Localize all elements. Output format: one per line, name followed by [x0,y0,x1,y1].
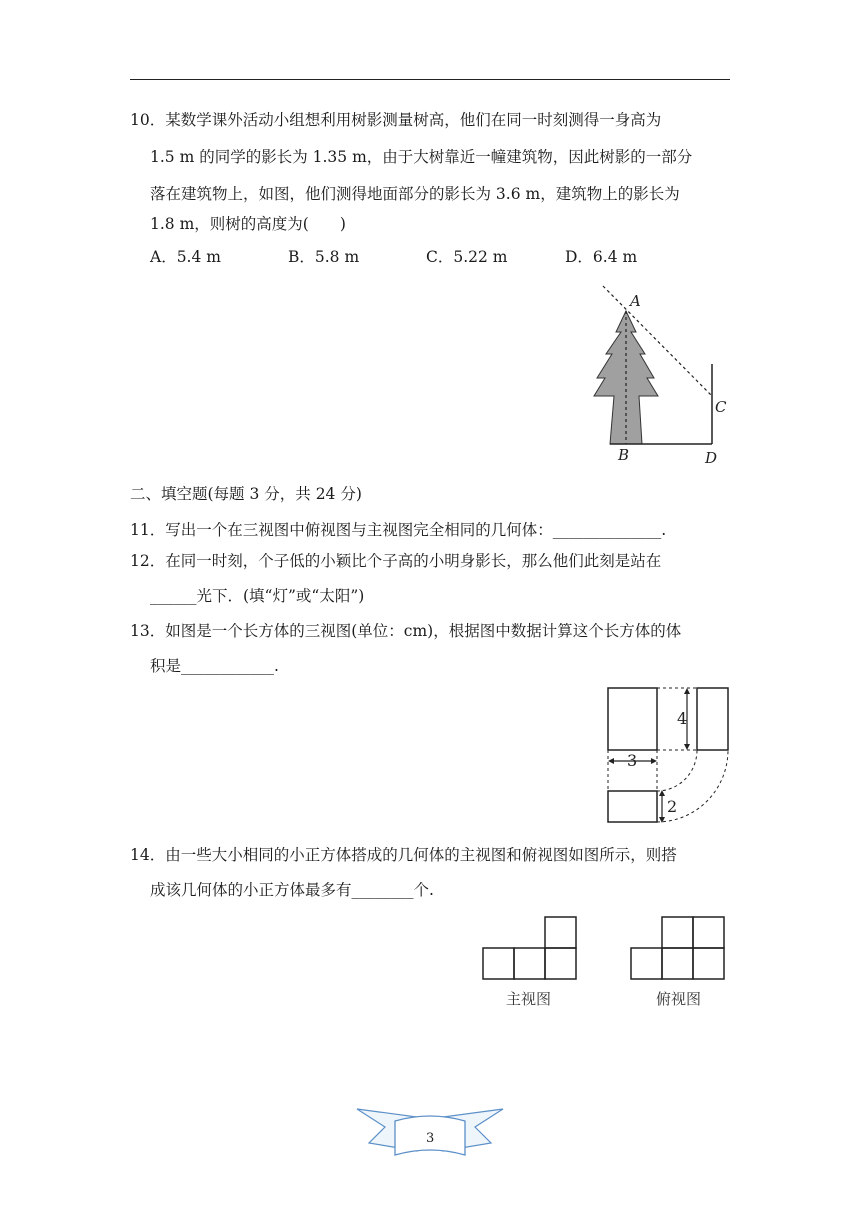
q10-line-1: 10．某数学课外活动小组想利用树影测量树高，他们在同一时刻测得一身高为 [130,111,662,129]
q13-line-2: 积是____________. [150,657,279,675]
projection-arc-inner [657,750,697,791]
q10-option-a: A．5.4 m [150,248,221,266]
section-2-heading: 二、填空题(每题 3 分，共 24 分) [130,485,362,503]
cuboid-three-views-figure [600,680,740,825]
q12-line-1: 12．在同一时刻，个子低的小颖比个子高的小明身影长，那么他们此刻是站在 [130,552,662,570]
q11-text: 11．写出一个在三视图中俯视图与主视图完全相同的几何体：______________. [130,521,667,539]
page-number-ribbon [355,1105,505,1165]
height-dimension-label: 4 [677,709,688,728]
page-number: 3 [426,1131,435,1146]
depth-dimension-label: 2 [667,797,678,816]
q10-option-c: C．5.22 m [426,248,508,266]
q10-option-d: D．6.4 m [565,248,638,266]
q14-line-2: 成该几何体的小正方体最多有________个. [150,881,434,899]
point-c-label: C [715,398,727,416]
width-dimension-label: 3 [627,751,638,770]
q10-line-2: 1.5 m 的同学的影长为 1.35 m，由于大树靠近一幢建筑物，因此树影的一部分 [150,148,693,166]
point-d-label: D [705,449,718,467]
top-view-figure [630,915,730,1015]
front-view-rect [608,688,657,750]
q10-line-3: 落在建筑物上，如图，他们测得地面部分的影长为 3.6 m，建筑物上的影长为 [150,185,680,203]
tree-shadow-figure [590,284,740,469]
front-view-figure [482,915,582,1015]
side-view-rect [697,688,728,750]
q13-line-1: 13．如图是一个长方体的三视图(单位：cm)，根据图中数据计算这个长方体的体 [130,622,682,640]
q12-line-2: ______光下．(填“灯”或“太阳”) [150,587,365,605]
point-a-label: A [630,292,641,310]
q10-option-b: B．5.8 m [288,248,360,266]
point-b-label: B [618,446,630,464]
top-view-caption: 俯视图 [656,990,702,1008]
q10-line-4: 1.8 m，则树的高度为( ) [150,215,346,233]
q14-line-1: 14．由一些大小相同的小正方体搭成的几何体的主视图和俯视图如图所示，则搭 [130,846,677,864]
header-rule [130,79,730,80]
top-view-rect [608,791,657,822]
front-view-caption: 主视图 [506,990,552,1008]
